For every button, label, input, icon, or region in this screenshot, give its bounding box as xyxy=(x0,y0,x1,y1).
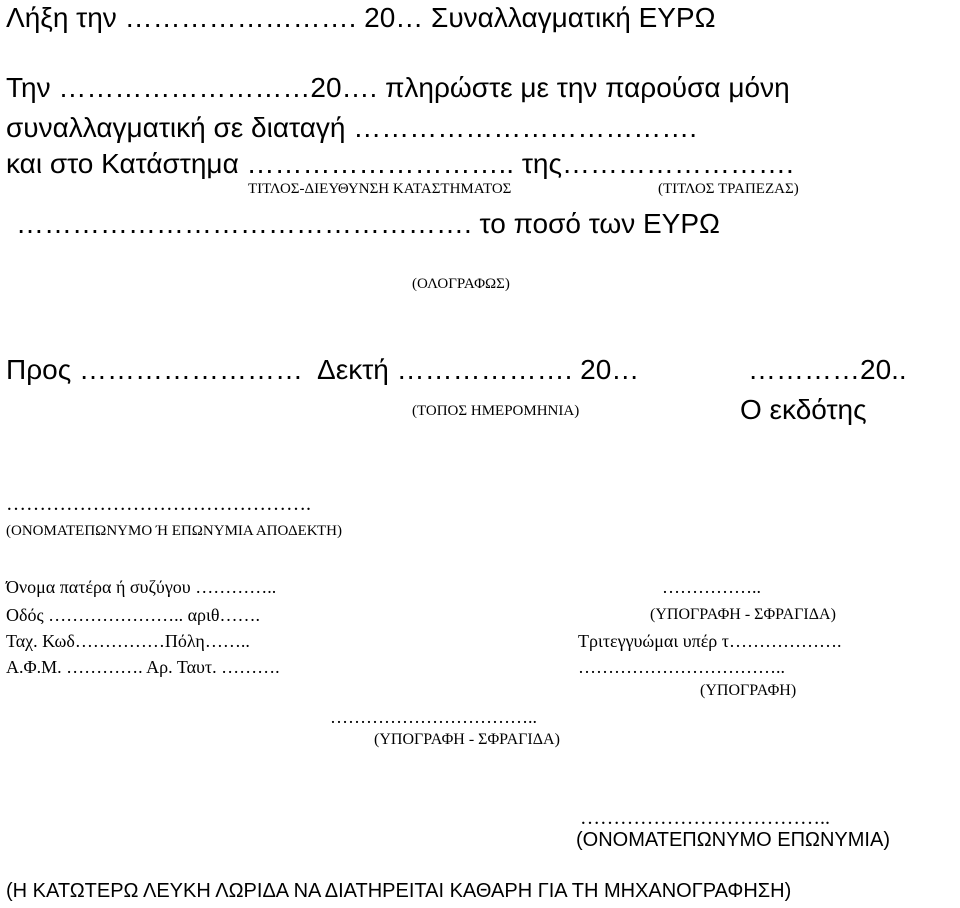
acceptor-dots: ………………………………………. xyxy=(6,493,311,515)
issuer-label: Ο εκδότης xyxy=(740,394,867,425)
guarantee-caption: (ΥΠΟΓΡΑΦΗ) xyxy=(700,682,797,699)
right-signature-caption: (ΥΠΟΓΡΑΦΗ - ΣΦΡΑΓΙΔΑ) xyxy=(650,606,836,623)
street-line: Οδός ………………….. αριθ……. xyxy=(6,605,260,625)
acceptor-caption: (ΟΝΟΜΑΤΕΠΩΝΥΜΟ Ή ΕΠΩΝΥΜΙΑ ΑΠΟΔΕΚΤΗ) xyxy=(6,523,342,539)
footer-note: (Η ΚΑΤΩΤΕΡΩ ΛΕΥΚΗ ΛΩΡΙΔΑ ΝΑ ΔΙΑΤΗΡΕΙΤΑΙ ΚΑΘΑΡΗ ΓΙΑ ΤΗ ΜΗΧΑΝΟΓΡΑΦΗΣΗ) xyxy=(6,880,792,902)
left-signature-caption: (ΥΠΟΓΡΑΦΗ - ΣΦΡΑΓΙΔΑ) xyxy=(374,731,560,748)
amount-line: …………………………………………. το ποσό των ΕΥΡΩ xyxy=(16,208,720,239)
guarantee-line: Τριτεγγυώμαι υπέρ τ………………. xyxy=(578,631,842,651)
recipient-line: Προς …………………… Δεκτή ………………. 20… xyxy=(6,354,640,385)
store-line: και στο Κατάστημα ……………………….. της……………………. xyxy=(6,148,794,179)
bank-caption: (ΤΙΤΛΟΣ ΤΡΑΠΕΖΑΣ) xyxy=(658,181,799,197)
tax-id-line: Α.Φ.Μ. …………. Αρ. Ταυτ. ………. xyxy=(6,657,280,677)
left-signature-dots: …………………………….. xyxy=(330,707,537,727)
order-line: συναλλαγματική σε διαταγή ………………………………. xyxy=(6,112,698,143)
issue-date: …………20.. xyxy=(748,354,907,385)
payment-date-line: Την ………………………20…. πληρώστε με την παρούσα μόνη xyxy=(6,72,790,103)
place-date-caption: (ΤΟΠΟΣ ΗΜΕΡΟΜΗΝΙΑ) xyxy=(412,403,580,419)
store-caption: ΤΙΤΛΟΣ-ΔΙΕΥΘΥΝΣΗ ΚΑΤΑΣΤΗΜΑΤΟΣ xyxy=(248,181,512,197)
guarantee-dots: …………………………….. xyxy=(578,657,785,677)
postal-city-line: Ταχ. Κωδ……………Πόλη…….. xyxy=(6,631,250,651)
expiry-line: Λήξη την ……………………. 20… Συναλλαγματική ΕΥΡΩ xyxy=(6,2,716,33)
name-dots: ……………………………….. xyxy=(580,807,830,829)
name-caption: (ΟΝΟΜΑΤΕΠΩΝΥΜΟ ΕΠΩΝΥΜΙΑ) xyxy=(576,829,890,851)
father-name-line: Όνομα πατέρα ή συζύγου ………….. xyxy=(6,577,277,597)
words-caption: (ΟΛΟΓΡΑΦΩΣ) xyxy=(412,276,510,292)
right-signature-dots: …………….. xyxy=(662,577,761,597)
